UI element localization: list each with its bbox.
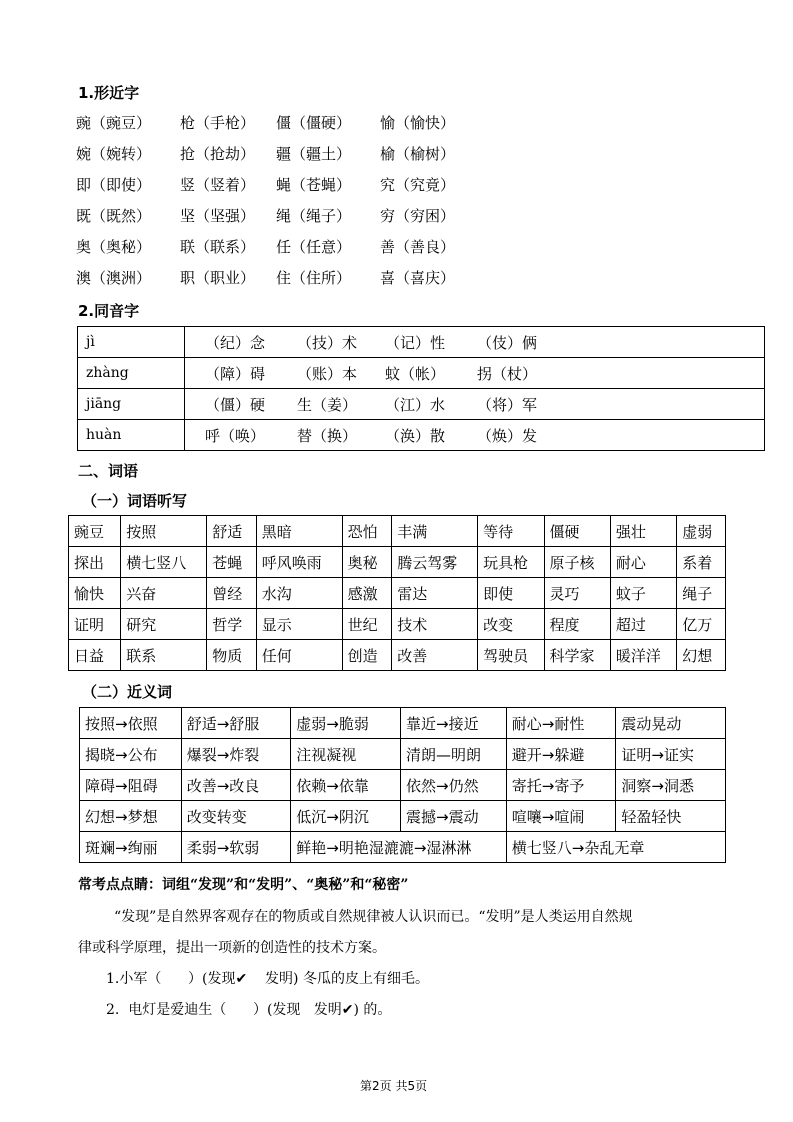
part-title-words: 二、词语 bbox=[78, 462, 139, 480]
homophone-word: （技）术 bbox=[297, 333, 358, 352]
vocab-cell: 兴奋 bbox=[121, 578, 207, 609]
vocab-cell: 蚊子 bbox=[610, 578, 676, 609]
vocab-cell: 改变 bbox=[478, 609, 544, 640]
page-footer: 第2页 共5页 bbox=[360, 1079, 428, 1093]
vocab-cell: 即使 bbox=[478, 578, 544, 609]
table-row bbox=[78, 389, 765, 420]
vocab-cell: 按照 bbox=[121, 516, 207, 547]
vocab-cell: 感激 bbox=[342, 578, 392, 609]
synonym-cell: 舒适→舒服 bbox=[181, 708, 291, 739]
vocab-cell: 雷达 bbox=[392, 578, 478, 609]
homophone-word: （将）军 bbox=[477, 395, 538, 414]
section-title-similar-chars: 1.形近字 bbox=[78, 84, 140, 102]
vocab-cell: 等待 bbox=[478, 516, 544, 547]
vocab-cell: 幻想 bbox=[677, 640, 726, 671]
synonym-cell: 耐心→耐性 bbox=[506, 708, 616, 739]
vocab-cell: 日益 bbox=[69, 640, 121, 671]
table-row bbox=[69, 516, 726, 547]
homophone-word: （江）水 bbox=[385, 395, 446, 414]
synonym-cell: 证明→证实 bbox=[616, 739, 726, 770]
pinyin-cell: jiāng bbox=[78, 389, 185, 420]
synonym-cell: 幻想→梦想 bbox=[80, 801, 182, 832]
question-1: 1.小军（ ）(发现✔ 发明) 冬瓜的皮上有细毛。 bbox=[106, 971, 429, 987]
synonym-cell: 靠近→接近 bbox=[401, 708, 507, 739]
dictation-table bbox=[68, 515, 726, 671]
pinyin-cell: jì bbox=[78, 327, 185, 358]
note-title: 常考点点睛：词组“发现”和“发明”、“奥秘”和“秘密” bbox=[78, 877, 409, 893]
similar-char-item: 绳（绳子） bbox=[276, 207, 352, 225]
homophone-words-cell bbox=[185, 420, 765, 451]
vocab-cell: 哲学 bbox=[207, 609, 257, 640]
vocab-cell: 研究 bbox=[121, 609, 207, 640]
vocab-cell: 科学家 bbox=[544, 640, 610, 671]
similar-char-item: 即（即使） bbox=[76, 176, 152, 194]
similar-char-item: 喜（喜庆） bbox=[380, 269, 456, 287]
synonym-cell: 注视凝视 bbox=[291, 739, 401, 770]
homophone-word: （伎）俩 bbox=[477, 333, 538, 352]
table-row bbox=[80, 801, 726, 832]
synonym-cell: 依然→仍然 bbox=[401, 770, 507, 801]
vocab-cell: 创造 bbox=[342, 640, 392, 671]
similar-char-item: 联（联系） bbox=[180, 238, 256, 256]
table-row bbox=[78, 327, 765, 358]
vocab-cell: 苍蝇 bbox=[207, 547, 257, 578]
synonym-cell: 改变转变 bbox=[181, 801, 291, 832]
pinyin-cell: huàn bbox=[78, 420, 185, 451]
synonym-cell: 横七竖八→杂乱无章 bbox=[506, 832, 725, 863]
vocab-cell: 黑暗 bbox=[256, 516, 342, 547]
vocab-cell: 耐心 bbox=[610, 547, 676, 578]
synonym-cell: 斑斓→绚丽 bbox=[80, 832, 182, 863]
similar-char-item: 榆（榆树） bbox=[380, 145, 456, 163]
vocab-cell: 暖洋洋 bbox=[610, 640, 676, 671]
synonym-cell: 虚弱→脆弱 bbox=[291, 708, 401, 739]
similar-char-item: 究（究竟） bbox=[380, 176, 456, 194]
vocab-cell: 玩具枪 bbox=[478, 547, 544, 578]
note-paragraph-line1: “发现”是自然界客观存在的物质或自然规律被人认识而已。“发明”是人类运用自然规 bbox=[114, 909, 633, 925]
similar-char-item: 职（职业） bbox=[180, 269, 256, 287]
vocab-cell: 显示 bbox=[256, 609, 342, 640]
table-row bbox=[80, 708, 726, 739]
homophone-words-cell bbox=[185, 327, 765, 358]
similar-char-item: 豌（豌豆） bbox=[76, 114, 152, 132]
vocab-cell: 任何 bbox=[256, 640, 342, 671]
homophone-word: （涣）散 bbox=[385, 426, 446, 445]
synonym-cell: 改善→改良 bbox=[181, 770, 291, 801]
homophone-words-cell bbox=[185, 358, 765, 389]
homophone-word: （焕）发 bbox=[477, 426, 538, 445]
table-row bbox=[69, 547, 726, 578]
synonym-cell: 轻盈轻快 bbox=[616, 801, 726, 832]
similar-char-item: 奥（奥秘） bbox=[76, 238, 152, 256]
vocab-cell: 原子核 bbox=[544, 547, 610, 578]
homophone-word: （障）碍 bbox=[205, 364, 266, 383]
synonym-cell: 柔弱→软弱 bbox=[181, 832, 291, 863]
homophone-words-cell bbox=[185, 389, 765, 420]
synonym-cell: 障碍→阻碍 bbox=[80, 770, 182, 801]
synonym-cell: 爆裂→炸裂 bbox=[181, 739, 291, 770]
synonym-cell: 揭晓→公布 bbox=[80, 739, 182, 770]
similar-char-item: 穷（穷困） bbox=[380, 207, 456, 225]
synonym-cell: 震撼→震动 bbox=[401, 801, 507, 832]
similar-char-item: 住（住所） bbox=[276, 269, 352, 287]
section-title-homophones: 2.同音字 bbox=[78, 302, 140, 320]
vocab-cell: 亿万 bbox=[677, 609, 726, 640]
table-row bbox=[69, 578, 726, 609]
vocab-cell: 证明 bbox=[69, 609, 121, 640]
homophone-word: （记）性 bbox=[385, 333, 446, 352]
vocab-cell: 驾驶员 bbox=[478, 640, 544, 671]
similar-char-item: 善（善良） bbox=[380, 238, 456, 256]
homophone-word: （纪）念 bbox=[205, 333, 266, 352]
synonym-cell: 清朗—明朗 bbox=[401, 739, 507, 770]
table-row bbox=[80, 739, 726, 770]
synonym-cell: 喧嚷→喧闹 bbox=[506, 801, 616, 832]
synonym-cell: 寄托→寄予 bbox=[506, 770, 616, 801]
synonym-cell: 鲜艳→明艳湿漉漉→湿淋淋 bbox=[291, 832, 507, 863]
homophone-word: 拐（杖） bbox=[477, 364, 538, 383]
similar-char-item: 愉（愉快） bbox=[380, 114, 456, 132]
vocab-cell: 强壮 bbox=[610, 516, 676, 547]
similar-char-item: 任（任意） bbox=[276, 238, 352, 256]
similar-char-item: 僵（僵硬） bbox=[276, 114, 352, 132]
homophone-word: 呼（唤） bbox=[205, 426, 266, 445]
similar-char-item: 枪（手枪） bbox=[180, 114, 256, 132]
vocab-cell: 舒适 bbox=[207, 516, 257, 547]
vocab-cell: 腾云驾雾 bbox=[392, 547, 478, 578]
similar-char-item: 疆（疆土） bbox=[276, 145, 352, 163]
homophone-word: （僵）硬 bbox=[205, 395, 266, 414]
vocab-cell: 改善 bbox=[392, 640, 478, 671]
vocab-cell: 技术 bbox=[392, 609, 478, 640]
synonym-cell: 依赖→依靠 bbox=[291, 770, 401, 801]
question-2: 2. 电灯是爱迪生（ ）(发现 发明✔) 的。 bbox=[106, 1002, 392, 1018]
similar-char-item: 蝇（苍蝇） bbox=[276, 176, 352, 194]
vocab-cell: 系着 bbox=[677, 547, 726, 578]
homophone-word: 生（姜） bbox=[297, 395, 358, 414]
vocab-cell: 超过 bbox=[610, 609, 676, 640]
vocab-cell: 物质 bbox=[207, 640, 257, 671]
vocab-cell: 水沟 bbox=[256, 578, 342, 609]
similar-char-item: 既（既然） bbox=[76, 207, 152, 225]
synonym-cell: 洞察→洞悉 bbox=[616, 770, 726, 801]
vocab-cell: 世纪 bbox=[342, 609, 392, 640]
vocab-cell: 程度 bbox=[544, 609, 610, 640]
vocab-cell: 绳子 bbox=[677, 578, 726, 609]
similar-char-item: 抢（抢劫） bbox=[180, 145, 256, 163]
similar-char-item: 澳（澳洲） bbox=[76, 269, 152, 287]
note-paragraph-line2: 律或科学原理，提出一项新的创造性的技术方案。 bbox=[78, 940, 386, 956]
synonym-cell: 避开→躲避 bbox=[506, 739, 616, 770]
vocab-cell: 探出 bbox=[69, 547, 121, 578]
synonym-cell: 按照→依照 bbox=[80, 708, 182, 739]
synonym-cell: 震动晃动 bbox=[616, 708, 726, 739]
table-row bbox=[69, 609, 726, 640]
synonyms-table bbox=[79, 707, 726, 863]
table-row bbox=[69, 640, 726, 671]
table-row bbox=[78, 358, 765, 389]
vocab-cell: 僵硬 bbox=[544, 516, 610, 547]
vocab-cell: 呼风唤雨 bbox=[256, 547, 342, 578]
vocab-cell: 奥秘 bbox=[342, 547, 392, 578]
similar-char-item: 婉（婉转） bbox=[76, 145, 152, 163]
vocab-cell: 虚弱 bbox=[677, 516, 726, 547]
vocab-cell: 愉快 bbox=[69, 578, 121, 609]
vocab-cell: 丰满 bbox=[392, 516, 478, 547]
similar-char-item: 坚（坚强） bbox=[180, 207, 256, 225]
pinyin-cell: zhàng bbox=[78, 358, 185, 389]
table-row bbox=[80, 832, 726, 863]
vocab-cell: 恐怕 bbox=[342, 516, 392, 547]
vocab-cell: 豌豆 bbox=[69, 516, 121, 547]
subsection-title-synonyms: （二）近义词 bbox=[82, 683, 173, 701]
vocab-cell: 联系 bbox=[121, 640, 207, 671]
homophone-word: 蚊（帐） bbox=[385, 364, 446, 383]
homophone-table bbox=[77, 326, 765, 451]
similar-char-item: 竖（竖着） bbox=[180, 176, 256, 194]
vocab-cell: 曾经 bbox=[207, 578, 257, 609]
table-row bbox=[80, 770, 726, 801]
table-row bbox=[78, 420, 765, 451]
homophone-word: （账）本 bbox=[297, 364, 358, 383]
homophone-word: 替（换） bbox=[297, 426, 358, 445]
vocab-cell: 灵巧 bbox=[544, 578, 610, 609]
synonym-cell: 低沉→阴沉 bbox=[291, 801, 401, 832]
subsection-title-dictation: （一）词语听写 bbox=[82, 492, 188, 510]
vocab-cell: 横七竖八 bbox=[121, 547, 207, 578]
